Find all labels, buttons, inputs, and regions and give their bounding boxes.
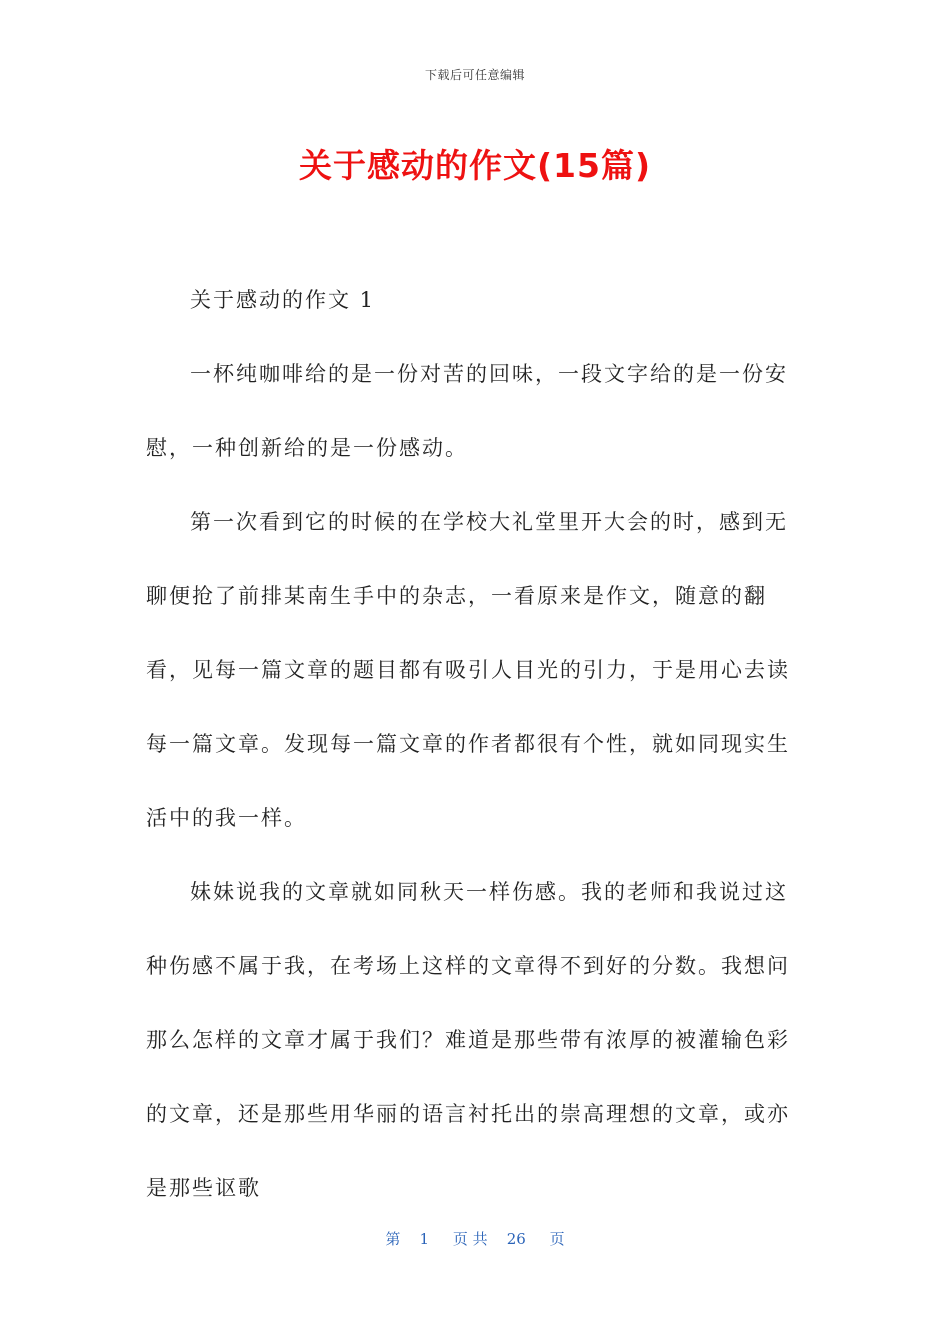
footer-middle: 页 共 [452, 1230, 488, 1248]
total-pages-number: 26 [506, 1230, 526, 1248]
footer-prefix: 第 [385, 1230, 401, 1248]
page-footer [0, 1228, 950, 1249]
paragraph: 一杯纯咖啡给的是一份对苦的回味，一段文字给的是一份安慰，一种创新给的是一份感动。 [146, 362, 788, 460]
footer-suffix: 页 [549, 1230, 565, 1248]
header-note: 下载后可任意编辑 [424, 68, 525, 82]
paragraph-heading: 关于感动的作文 1 [190, 288, 376, 312]
current-page-number: 1 [419, 1230, 429, 1248]
paragraph: 第一次看到它的时候的在学校大礼堂里开大会的时，感到无聊便抢了前排某南生手中的杂志，一看原来是作文，随意的翻看，见每一篇文章的题目都有吸引人目光的引力，于是用心去读每一篇文章。发现每一篇文章的作者都很有个性，就如同现实生活中的我一样。 [146, 510, 790, 830]
paragraph: 妹妹说我的文章就如同秋天一样伤感。我的老师和我说过这种伤感不属于我，在考场上这样的文章得不到好的分数。我想问那么怎样的文章才属于我们？难道是那些带有浓厚的被灌输色彩的文章，还是那些用华丽的语言衬托出的崇高理想的文章，或亦是那些讴歌 [146, 880, 790, 1200]
document-title: 关于感动的作文(15篇) [298, 146, 652, 185]
document-body [146, 263, 806, 1225]
